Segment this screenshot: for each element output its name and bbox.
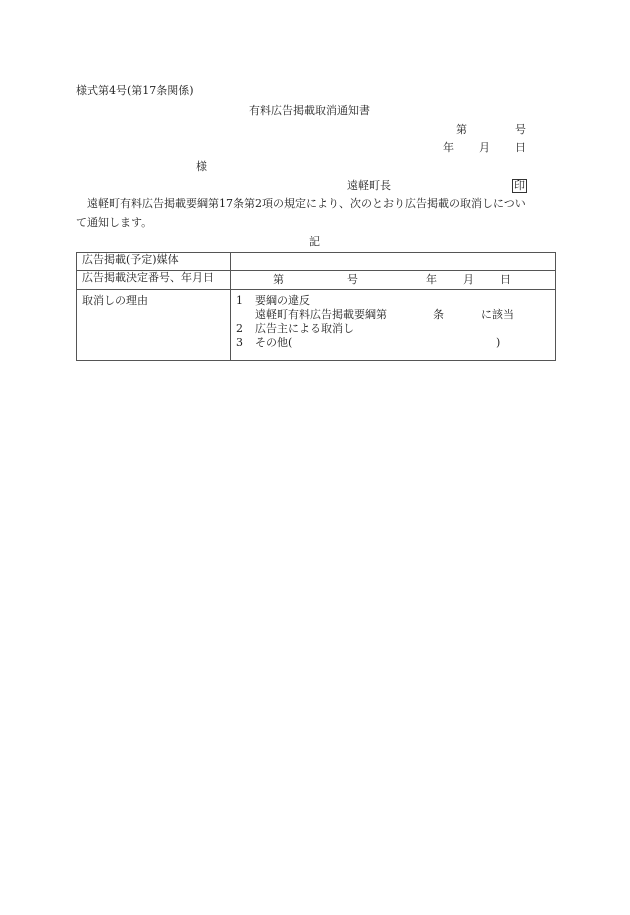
doc-number-go: 号 bbox=[515, 123, 526, 136]
issuer-name: 遠軽町長 bbox=[347, 179, 391, 192]
doc-number-dai: 第 bbox=[456, 123, 467, 136]
body-text-line1: 遠軽町有料広告掲載要綱第17条第2項の規定により、次のとおり広告掲載の取消しについ bbox=[87, 197, 526, 210]
table-row bbox=[77, 253, 556, 271]
date-year: 年 bbox=[443, 141, 454, 154]
reason-3-text: その他( bbox=[255, 336, 293, 349]
reason-value bbox=[231, 290, 556, 361]
date-month: 月 bbox=[479, 141, 490, 154]
media-value bbox=[231, 253, 556, 271]
reason-3-number: 3 bbox=[236, 336, 243, 349]
body-text-line2: て通知します。 bbox=[76, 216, 153, 229]
decision-number-label: 広告掲載決定番号、年月日 bbox=[77, 271, 231, 290]
document-title: 有料広告掲載取消通知書 bbox=[249, 104, 370, 117]
table-row bbox=[77, 271, 556, 290]
date-day: 日 bbox=[515, 141, 526, 154]
media-label: 広告掲載(予定)媒体 bbox=[77, 253, 231, 271]
table-row bbox=[77, 290, 556, 361]
reason-label: 取消しの理由 bbox=[77, 290, 231, 361]
reason-2-text: 広告主による取消し bbox=[255, 322, 354, 335]
reason-3-close: ) bbox=[496, 336, 501, 349]
reason-2-number: 2 bbox=[236, 322, 243, 335]
decision-day: 日 bbox=[500, 273, 511, 286]
addressee-suffix: 様 bbox=[196, 160, 207, 173]
decision-number-value bbox=[231, 271, 556, 290]
cancellation-form-table bbox=[76, 252, 556, 361]
ki-heading: 記 bbox=[309, 235, 320, 248]
seal-mark: 印 bbox=[514, 179, 525, 192]
reason-1-gaito: に該当 bbox=[481, 308, 514, 321]
reason-1-number: 1 bbox=[236, 294, 243, 307]
reason-1-text: 要綱の違反 bbox=[255, 294, 310, 307]
decision-month: 月 bbox=[463, 273, 474, 286]
decision-go: 号 bbox=[347, 273, 358, 286]
form-number: 様式第4号(第17条関係) bbox=[76, 84, 194, 97]
reason-1-jo: 条 bbox=[433, 308, 444, 321]
reason-1-sub: 遠軽町有料広告掲載要綱第 bbox=[255, 308, 387, 321]
decision-year: 年 bbox=[426, 273, 437, 286]
decision-dai: 第 bbox=[273, 273, 284, 286]
